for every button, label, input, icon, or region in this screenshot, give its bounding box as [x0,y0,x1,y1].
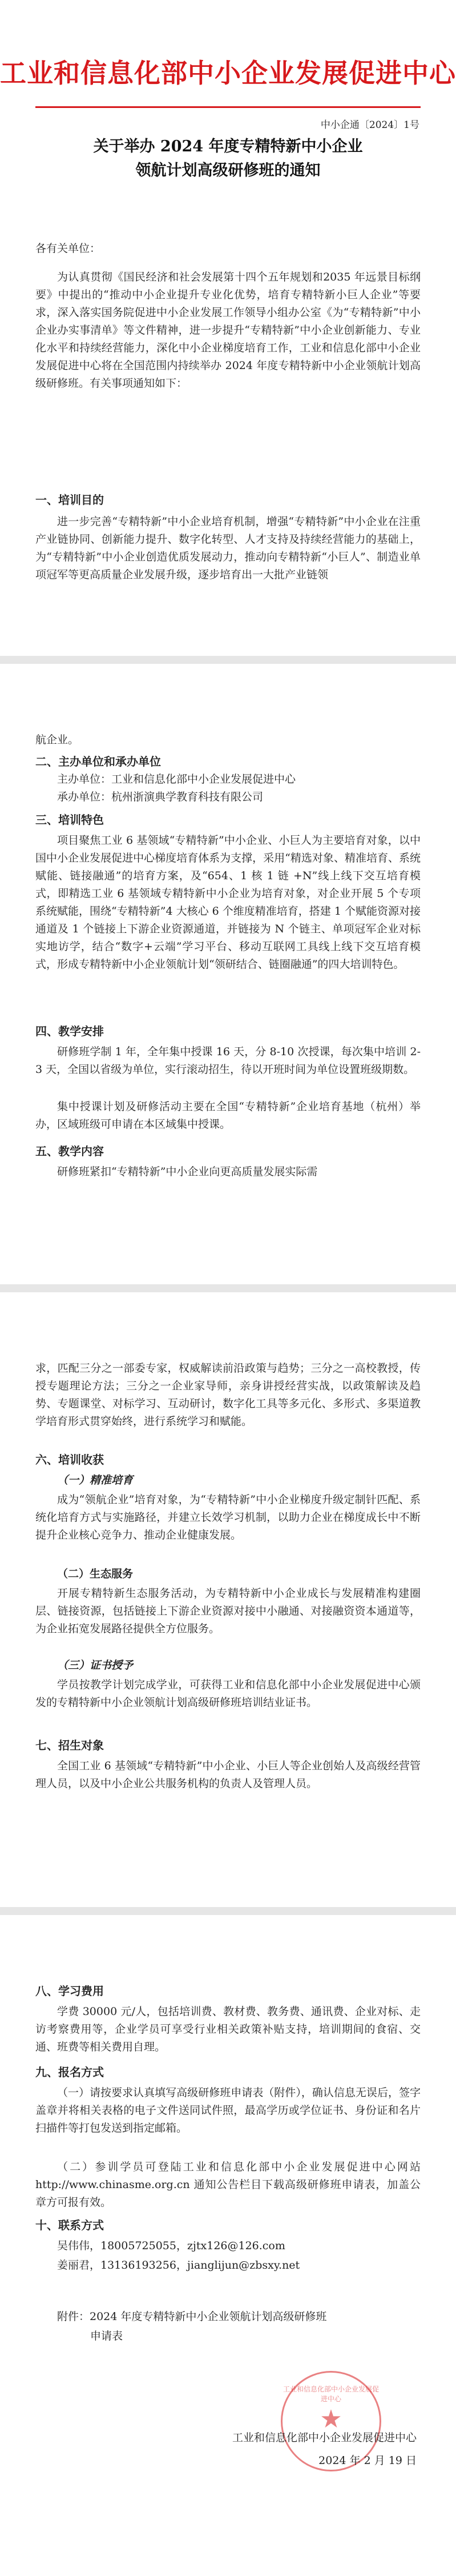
section-7-body: 全国工业 6 基领域“专精特新”中小企业、小巨人等企业创始人及高级经营管理人员，以及中小企业公共服务机构的负责人及管理人员。 [35,1760,421,1790]
section-6-sub3-title: （三）证书授予 [57,1659,134,1672]
page-break [0,1284,456,1292]
section-3-body: 项目聚焦工业 6 基领域“专精特新”中小企业、小巨人为主要培育对象，以中国中小企业发展促进中心梯度培育体系为支撑，采用“精选对象、精准培育、系统赋能、链接融通”的培育方案，及“654、1 核 1 链 +N”线上线下交互培育模式，即精选工业 6 基领域专精特新中小企业为培育对象，对企业开展 5 个专项系统赋能，围绕“专精特新”4 大核心 6 个维度精准培育，搭建 1 个赋能资源对接通道及 1 个链接上下游企业资源通道，并链接为 N 个链主、单项冠军企业对标实地访学，结合“数字+云端”学习平台、移动互联网工具线上线下交互培育模式，形成专精特新中小企业领航计划“领研结合、链圈融通”的四大培训特色。 [35,834,421,971]
seal-star-icon: ★ [320,2405,342,2434]
page-break [0,1907,456,1915]
intro-paragraph: 为认真贯彻《国民经济和社会发展第十四个五年规划和2035 年远景目标纲要》中提出的“推动中小企业提升专业化优势，培育专精特新小巨人企业”等要求，深入落实国务院促进中小企业发展工作领导小组办公室《为“专精特新”中小企业办实事清单》等文件精神，进一步提升“专精特新”中小企业创新能力、专业化水平和持续经营能力，深化中小企业梯度培育工作，工业和信息化部中小企业发展促进中心将在全国范围内持续举办 2024 年度专精特新中小企业领航计划高级研修班。有关事项通知如下： [35,271,421,390]
section-9-p2: （二）参训学员可登陆工业和信息化部中小企业发展促进中心网站 http://www.chinasme.org.cn 通知公告栏目下载高级研修班申请表，加盖公章方可报有效。 [35,2161,421,2209]
section-3-heading [35,811,421,830]
section-heading: 五、教学内容 [35,1144,104,1158]
section-heading: 三、培训特色 [35,813,104,827]
section-8-body: 学费 30000 元/人，包括培训费、教材费、教务费、通讯费、企业对标、走访考察费用等，企业学员可享受行业相关政策补贴支持，培训期间的食宿、交通、班费等相关费用自理。 [35,2005,421,2053]
title-line-2: 领航计划高级研修班的通知 [135,162,321,179]
section-9-p1: （一）请按要求认真填写高级研修班申请表（附件），确认信息无误后，签字盖章并将相关表格的电子文件送同试件照，最高学历或学位证书、身份证和名片扫描件等打包发送到指定邮箱。 [35,2086,421,2134]
section-8-heading [35,1982,421,2001]
section-6-sub3-body: 学员按教学计划完成学业，可获得工业和信息化部中小企业发展促进中心颁发的专精特新中小企业领航计划高级研修班培训结业证书。 [35,1678,421,1709]
document-number: 中小企通〔2024〕1号 [320,119,419,131]
signature-date: 2024 年 2 月 19 日 [318,2454,417,2467]
letterhead-org: 工业和信息化部中小企业发展促进中心 [0,58,456,89]
section-1-heading [35,491,421,510]
section-5-heading [35,1143,421,1161]
section-heading: 七、招生对象 [35,1738,104,1752]
signature-org: 工业和信息化部中小企业发展促进中心 [232,2431,417,2444]
section-9-heading [35,2064,421,2082]
section-1-body: 进一步完善“专精特新”中小企业培育机制，增强“专精特新”中小企业在注重产业链协同、创新能力提升、数字化转型、人才支持及持续经营能力的基础上，为“专精特新”中小企业创造优质发展动力，推动向专精特新“小巨人”、制造业单项冠军等更高质量企业发展升级，逐步培育出一大批产业链领 [35,515,421,581]
section-7-heading [35,1737,421,1755]
section-heading: 一、培训目的 [35,493,104,507]
section-5-p1-start: 研修班紧扣“专精特新”中小企业向更高质量发展实际需 [57,1165,318,1178]
section-heading: 二、主办单位和承办单位 [35,755,161,768]
seal-ring-text: 工业和信息化部中小企业发展促进中心 [283,2385,379,2403]
section-4-p2: 集中授课计划及研修活动主要在全国“专精特新”企业培育基地（杭州）举办，区域班级可申请在本区域集中授课。 [35,1100,421,1131]
section-heading: 九、报名方式 [35,2065,104,2079]
section-10-heading [35,2217,421,2235]
section-heading: 十、联系方式 [35,2218,104,2232]
document-title [0,135,456,183]
section-4-p1: 研修班学制 1 年，全年集中授课 16 天，分 8-10 次授课，每次集中培训 2-3 天，全国以省级为单位，实行滚动招生，待以开班时间为单位设置班级期数。 [35,1045,421,1076]
contact-2: 姜丽君，13136193256，jianglijun@zbsxy.net [57,2259,300,2271]
letterhead-divider [35,106,421,108]
section-6-sub1-body: 成为“领航企业”培育对象，为“专精特新”中小企业梯度升级定制针匹配、系统化培育方式与实施路径，并建立长效学习机制，以助力企业在梯度成长中不断提升企业核心竞争力、推动企业健康发展。 [35,1493,421,1541]
section-6-sub1-title: （一）精准培育 [57,1474,134,1487]
section-heading: 八、学习费用 [35,1984,104,1998]
section-1-body-cont: 航企业。 [35,734,79,746]
section-6-sub2-title: （二）生态服务 [57,1568,134,1580]
host-unit: 主办单位：工业和信息化部中小企业发展促进中心 [57,773,296,786]
section-4-heading [35,1023,421,1041]
section-6-sub2-body: 开展专精特新生态服务活动，为专精特新中小企业成长与发展精准构建圈层、链接资源，包括链接上下游企业资源对接中小融通、对接融资资本通道等，为企业拓宽发展路径提供全方位服务。 [35,1587,421,1635]
attachment-line-1: 附件：2024 年度专精特新中小企业领航计划高级研修班 [57,2310,327,2323]
section-heading: 四、教学安排 [35,1024,104,1038]
organizer-unit: 承办单位：杭州浙演典学教育科技有限公司 [57,791,264,803]
section-heading: 六、培训收获 [35,1453,104,1467]
title-line-1: 关于举办 2024 年度专精特新中小企业 [93,138,363,155]
page-break [0,656,456,664]
section-5-p1-cont: 求，匹配三分之一部委专家，权威解读前沿政策与趋势；三分之一高校教授，传授专题理论方法；三分之一企业家导师，亲身讲授经营实战，以政策解读及趋势、专题课堂、对标学习、互动研讨，数字化工具等多元化、多形式、多渠道教学培育形式贯穿始终，进行系统学习和赋能。 [35,1362,421,1428]
contact-1: 吴伟伟，18005725055，zjtx126@126.com [57,2240,285,2252]
section-2 [35,753,421,806]
greeting: 各有关单位： [35,242,101,255]
section-6-heading [35,1451,421,1469]
attachment-line-2: 申请表 [90,2330,123,2342]
